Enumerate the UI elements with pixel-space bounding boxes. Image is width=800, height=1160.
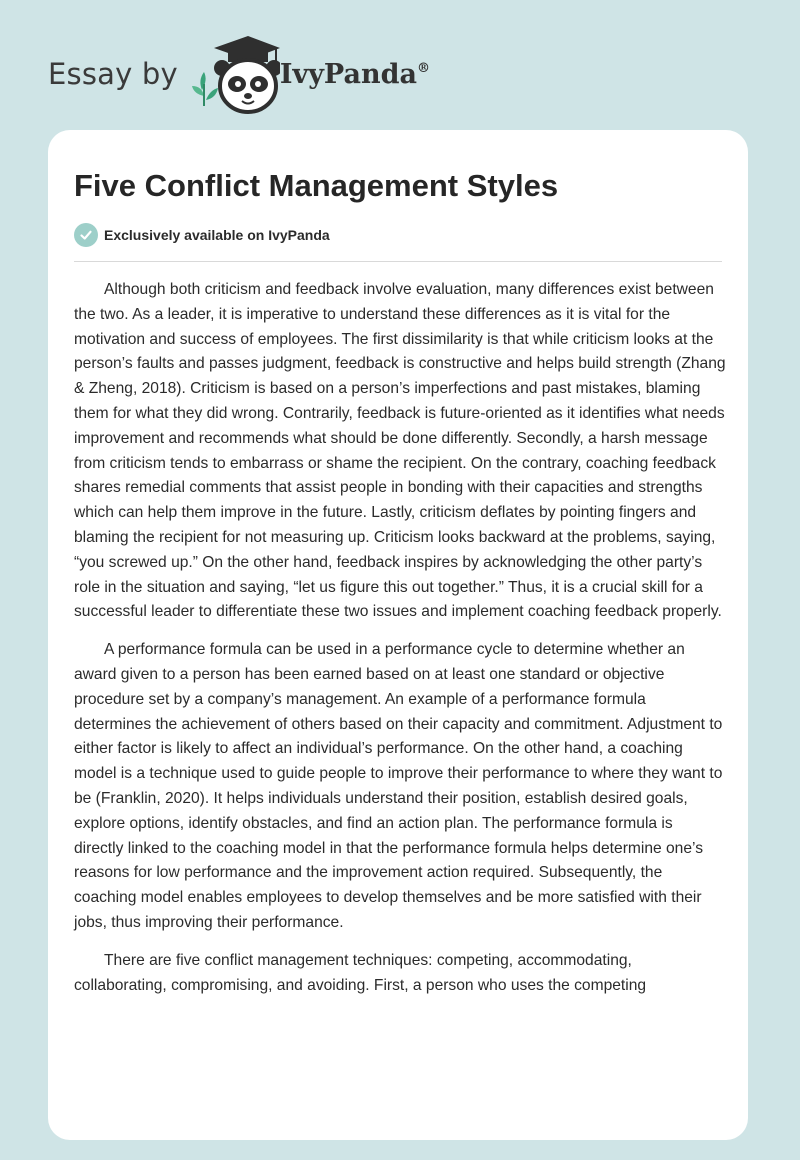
exclusive-badge <box>74 223 330 247</box>
paragraph: A performance formula can be used in a performance cycle to determine whether an award given to a person has been earned based on at least one standard or objective procedure set by a company’s management. An example of a performance formula determines the achievement of others based on their capacity and commitment. Adjustment to either factor is likely to affect an individual’s performance. On the other hand, a coaching model is a technique used to guide people to improve their performance to where they want to be (Franklin, 2020). It helps individuals understand their position, establish desired goals, explore options, identify obstacles, and find an action plan. The performance formula is directly linked to the coaching model in that the performance formula helps determine one’s reasons for low performance and the improvement action required. Subsequently, the coaching model enables employees to develop themselves and be more satisfied with their jobs, thus improving their performance. <box>74 641 723 931</box>
checkmark-icon <box>74 223 98 247</box>
page-title: Five Conflict Management Styles <box>74 168 559 203</box>
paragraph: There are five conflict management techniques: competing, accommodating, collaborating, compromising, and avoiding. First, a person who uses the competing <box>74 951 647 994</box>
registered-mark: ® <box>416 60 430 76</box>
exclusive-label: Exclusively available on IvyPanda <box>104 227 330 243</box>
site-header <box>48 34 430 114</box>
paragraph: Although both criticism and feedback involve evaluation, many differences exist between the two. As a leader, it is imperative to understand these differences as it is vital for the motivation and success of employees. The first dissimilarity is that while criticism looks at the person’s faults and passes judgment, feedback is constructive and helps build strength (Zhang & Zheng, 2018). Criticism is based on a person’s imperfections and past mistakes, blaming them for what they did wrong. Contrarily, feedback is future-oriented as it identifies what needs improvement and recommends what should be done differently. Secondly, a harsh message from criticism tends to embarrass or shame the recipient. On the contrary, coaching feedback shares remedial comments that assist people in bonding with their capacities and strengths which can help them improve in the future. Lastly, criticism deflates by pointing fingers and blaming the recipient for not measuring up. Criticism looks backward at the problems, saying, “you screwed up.” On the other hand, feedback inspires by acknowledging the other party’s role in the situation and saying, “let us figure this out together.” Thus, it is a crucial skill for a successful leader to differentiate these two issues and implement coaching feedback properly. <box>74 281 726 621</box>
panda-graduate-icon[interactable] <box>192 34 280 114</box>
divider <box>74 261 722 262</box>
essay-body <box>74 278 726 1011</box>
essay-card <box>48 130 748 1140</box>
essay-by-label: Essay by <box>48 57 178 91</box>
brand-name[interactable]: IvyPanda® <box>279 58 430 90</box>
